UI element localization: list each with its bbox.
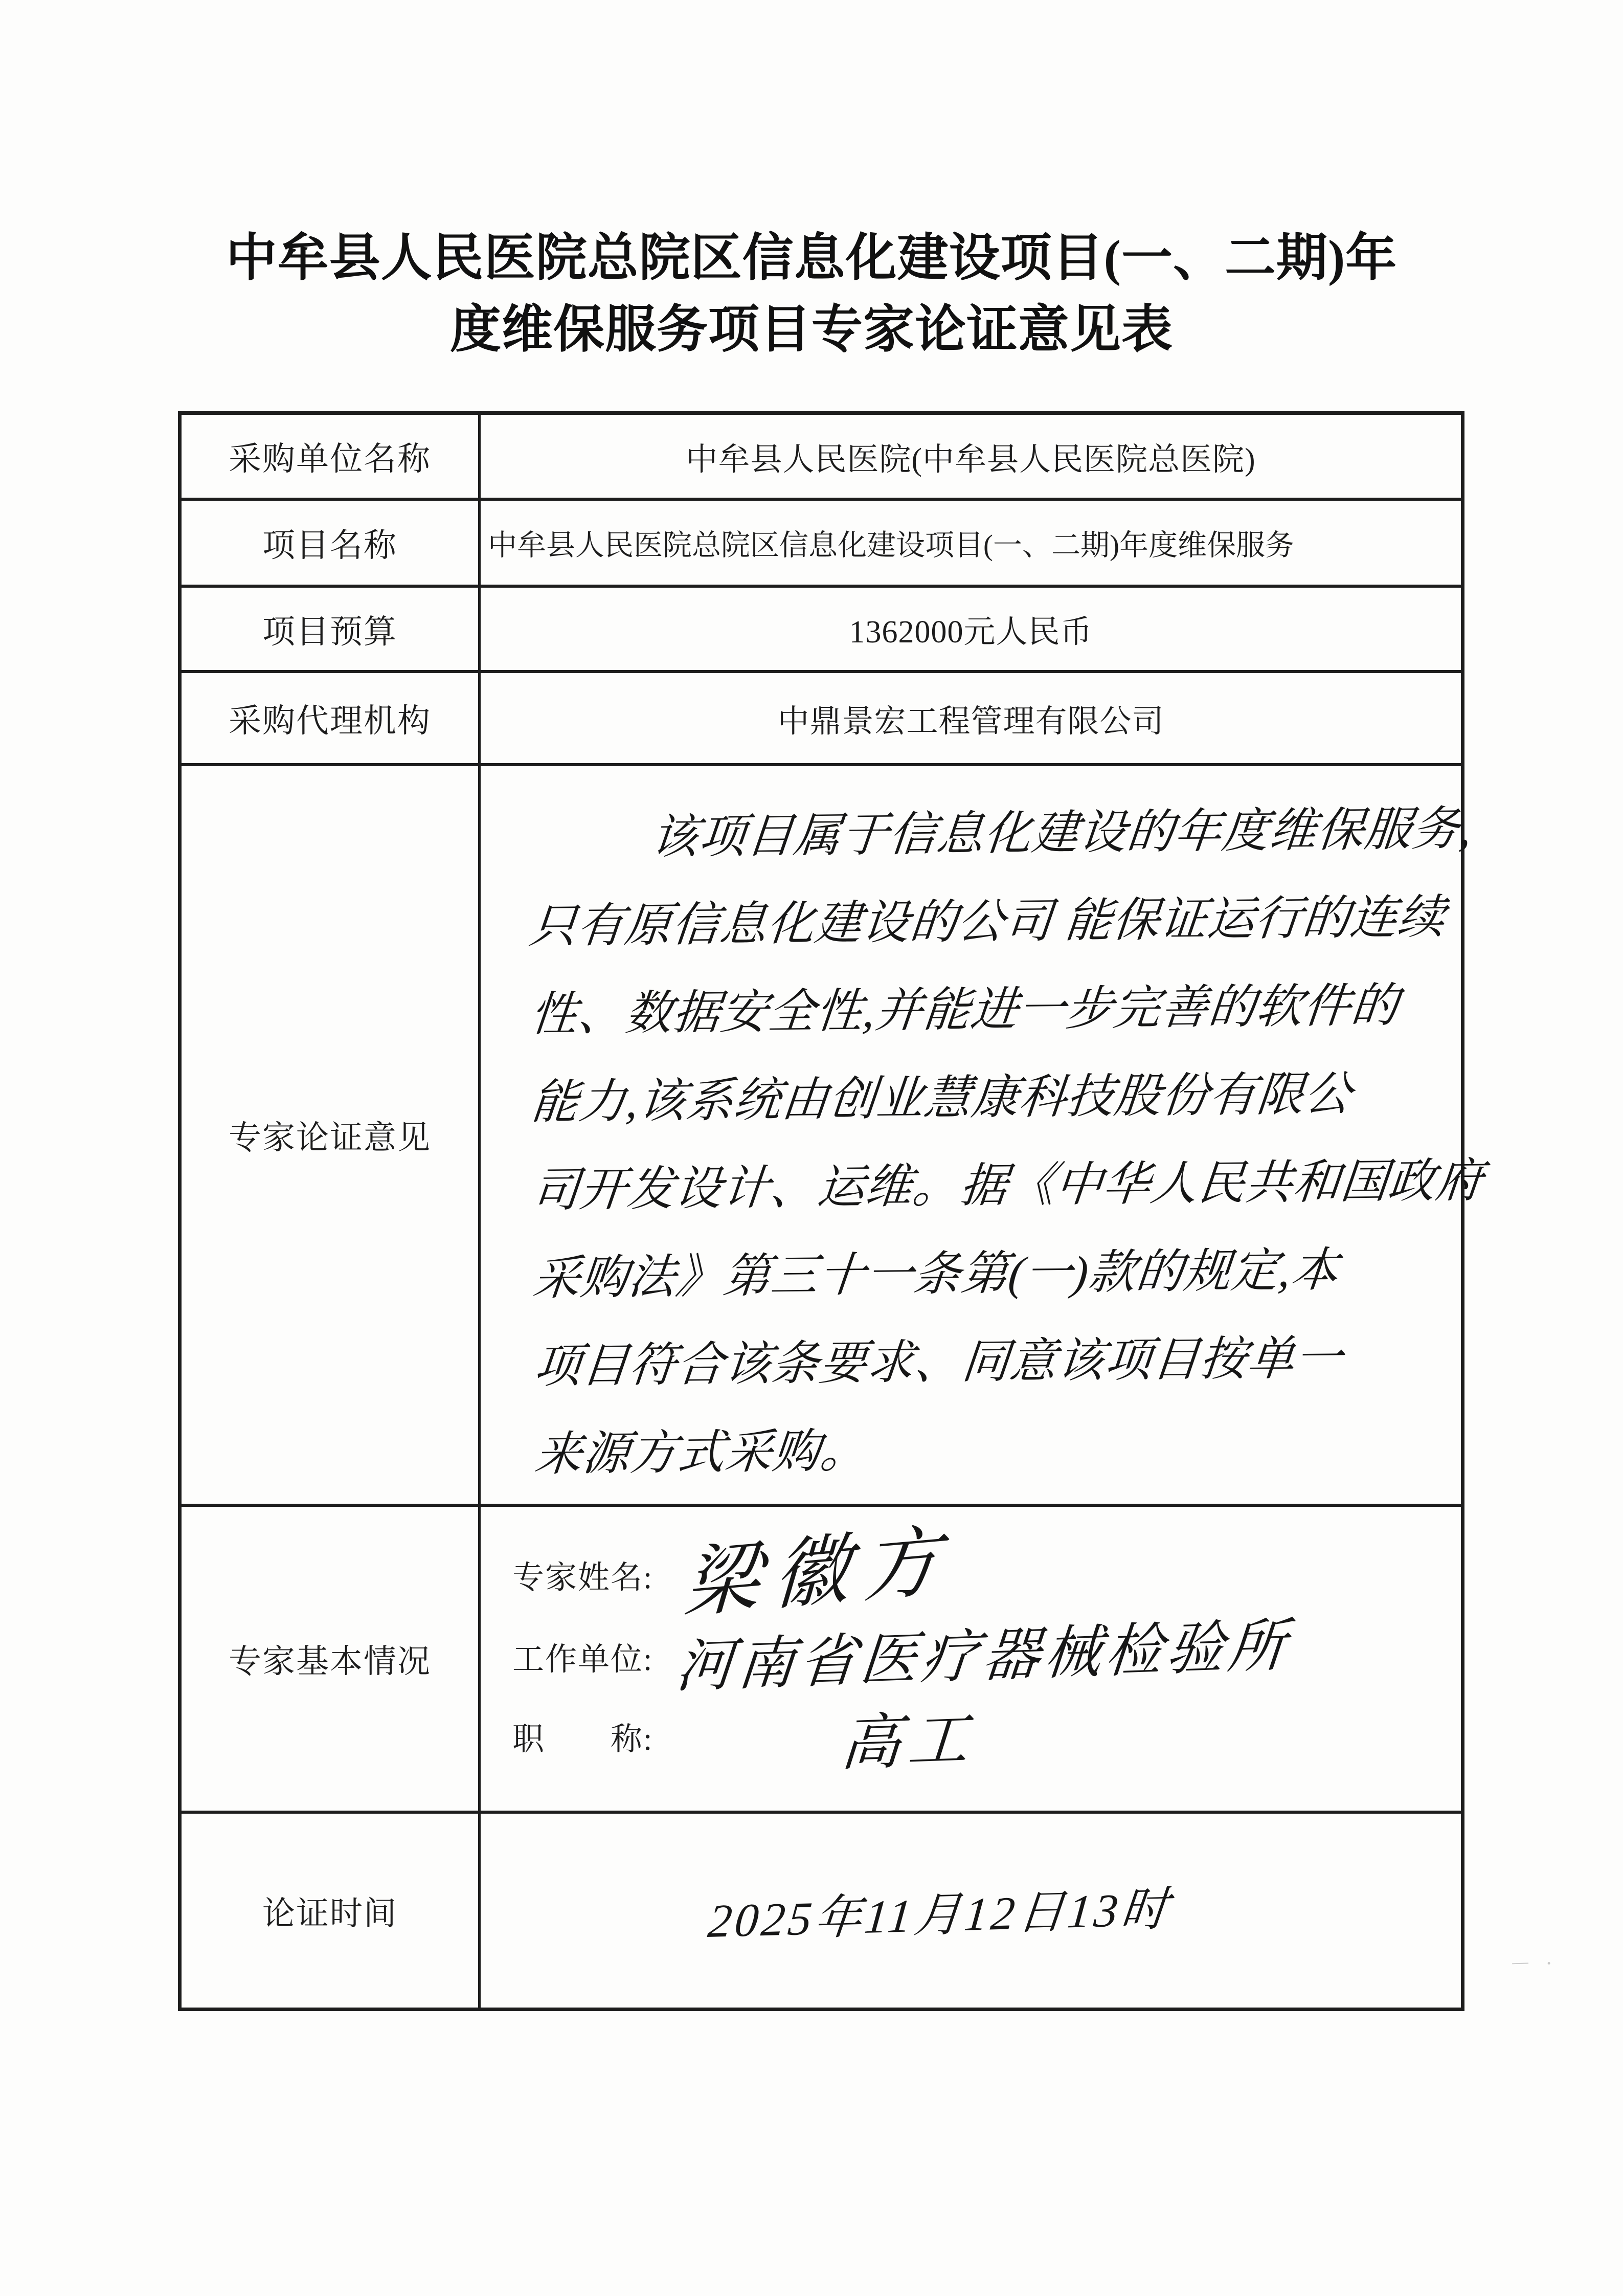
opinion-line: 能力,该系统由创业慧康科技股份有限公: [529, 1067, 1355, 1129]
review-time-value-cell: [481, 1814, 1461, 2008]
budget-value: 1362000元人民币: [849, 615, 1093, 650]
work-unit-handwriting: 河南省医疗器械检验所: [673, 1614, 1293, 1700]
opinion-line: 性、数据安全性,并能进一步完善的软件的: [528, 979, 1402, 1041]
review-time-label: 论证时间: [182, 1814, 481, 2008]
opinion-line: 只有原信息化建设的公司 能保证运行的连续: [527, 890, 1448, 953]
job-title-label: 职 称:: [512, 1722, 653, 1757]
table-row-expert-info: [182, 1507, 1461, 1814]
job-title-handwriting: 高工: [838, 1706, 978, 1778]
project-name-label: 项目名称: [182, 501, 481, 585]
review-time-handwriting: 2025年11月12日13时: [706, 1882, 1174, 1947]
purchaser-value: 中牟县人民医院(中牟县人民医院总医院): [686, 442, 1256, 477]
table-row-budget: [182, 588, 1461, 673]
expert-opinion-label: 专家论证意见: [182, 766, 481, 1504]
scan-artifact: －·: [1509, 1951, 1567, 1977]
opinion-line: 该项目属于信息化建设的年度维保服务,: [649, 803, 1475, 863]
opinion-line: 来源方式采购。: [532, 1424, 871, 1481]
work-unit-label: 工作单位:: [512, 1642, 653, 1677]
budget-label: 项目预算: [182, 588, 481, 670]
project-name-value: 中牟县人民医院总院区信息化建设项目(一、二期)年度维保服务: [488, 529, 1294, 562]
table-row-agency: [182, 673, 1461, 766]
work-unit-field: [512, 1614, 1451, 1700]
purchaser-label: 采购单位名称: [182, 415, 481, 498]
agency-label: 采购代理机构: [182, 673, 481, 763]
table-row-expert-opinion: [182, 766, 1486, 1507]
expert-opinion-handwriting: [477, 761, 1507, 1509]
job-title-field: [512, 1692, 1451, 1779]
opinion-line: 项目符合该条要求、同意该项目按单一: [531, 1331, 1345, 1393]
page-title: [0, 222, 1623, 366]
expert-name-label: 专家姓名:: [512, 1560, 653, 1595]
title-line-2: 度维保服务项目专家论证意见表: [450, 301, 1173, 358]
expert-info-fields: [481, 1507, 1461, 1811]
title-line-1: 中牟县人民医院总院区信息化建设项目(一、二期)年: [226, 230, 1397, 286]
opinion-line: 采购法》第三十一条第(一)款的规定,本: [531, 1243, 1341, 1305]
agency-value: 中鼎景宏工程管理有限公司: [777, 704, 1164, 739]
table-row-purchaser: [182, 415, 1461, 501]
table-row-review-time: [182, 1814, 1461, 2008]
expert-review-form-table: [178, 411, 1486, 2011]
expert-name-field: [512, 1518, 1451, 1628]
opinion-line: 司开发设计、运维。据《中华人民共和国政府: [530, 1154, 1486, 1217]
expert-info-label: 专家基本情况: [182, 1507, 481, 1811]
table-row-project-name: [182, 501, 1461, 588]
expert-name-signature: 梁徽方: [682, 1518, 955, 1628]
